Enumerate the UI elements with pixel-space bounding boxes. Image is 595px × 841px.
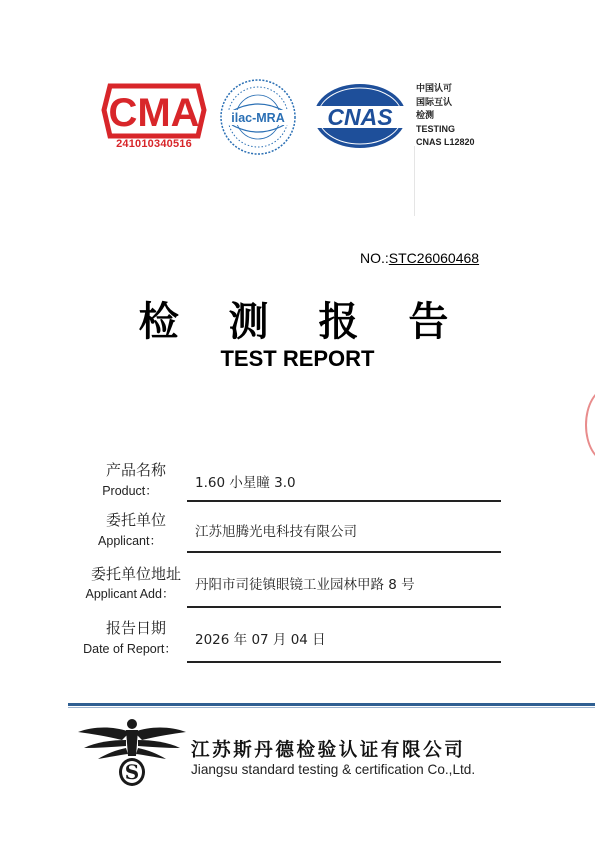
cma-logo-text: CMA [108,91,200,135]
address-value: 丹阳市司徒镇眼镜工业园林甲路 8 号 [195,577,415,593]
seal-stamp-edge [585,388,595,462]
cnas-logo [312,82,408,150]
cnas-text-line: TESTING [416,123,456,134]
report-title-cn: 检 测 报 告 [138,298,467,345]
footer-rule [68,703,595,706]
address-underline [187,606,501,608]
footer-rule-thin [68,707,595,708]
applicant-underline [187,551,501,553]
product-value: 1.60 小星瞳 3.0 [195,475,296,491]
ilac-logo-text: ilac-MRA [231,111,285,125]
cnas-text-line: 国际互认 [416,96,453,107]
report-title-en: TEST REPORT [220,346,375,371]
date-label-cn: 报告日期 [105,619,166,637]
date-value: 2026 年 07 月 04 日 [195,632,326,648]
applicant-label-cn: 委托单位 [105,511,166,529]
cnas-text-line: 中国认可 [416,83,453,93]
applicant-value: 江苏旭腾光电科技有限公司 [195,524,357,540]
cma-number: 241010340516 [116,138,192,150]
cnas-logo-text: CNAS [327,104,393,130]
cnas-text-line: CNAS L12820 [416,137,475,147]
date-label-en: Date of Report： [83,642,177,656]
applicant-label-en: Applicant： [98,534,162,548]
report-number-value: STC26060468 [388,250,480,266]
company-logo-icon [76,712,188,788]
date-underline [187,661,501,663]
product-underline [187,500,501,502]
company-name-en: Jiangsu standard testing & certification Co.,Ltd. [191,762,476,777]
header-divider [414,146,415,216]
cnas-text-line: 检测 [416,110,435,120]
svg-text:S: S [124,760,140,784]
product-label-cn: 产品名称 [105,461,166,479]
cnas-accreditation-text [416,82,475,150]
product-label-en: Product： [102,484,158,498]
report-number [360,250,479,266]
ilac-mra-logo [218,77,298,157]
address-label-cn: 委托单位地址 [90,565,181,583]
address-label-en: Applicant Add： [85,587,175,601]
report-number-label: NO.: [360,250,389,266]
company-name-cn: 江苏斯丹德检验认证有限公司 [191,740,466,761]
